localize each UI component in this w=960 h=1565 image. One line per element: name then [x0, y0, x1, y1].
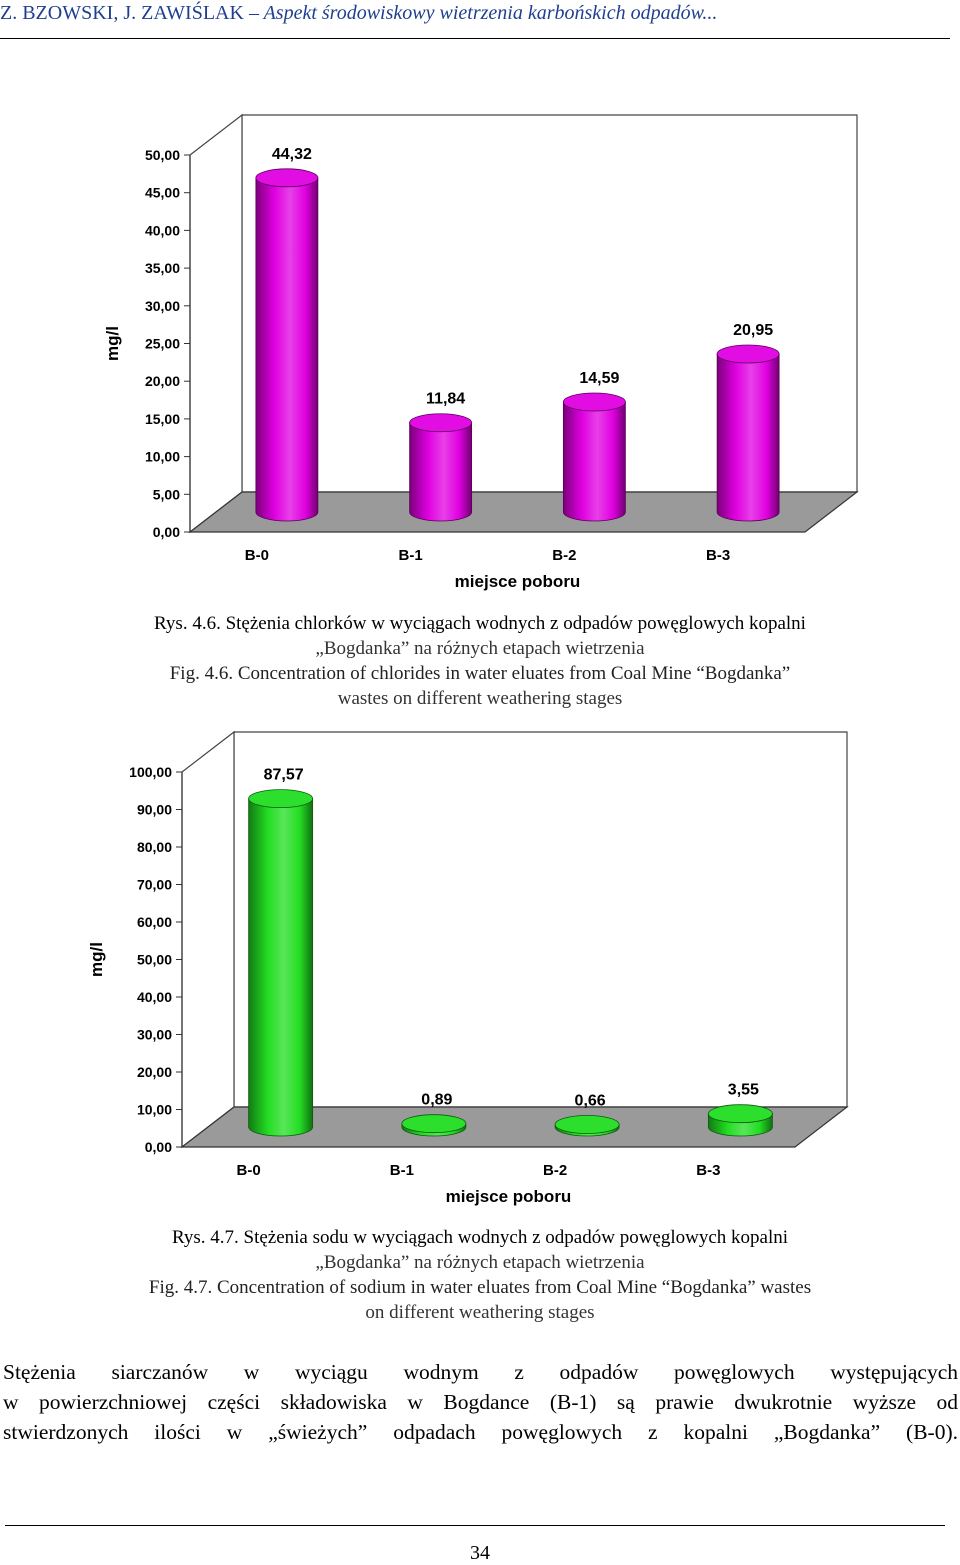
- running-header: [0, 2, 960, 25]
- data-label: 20,95: [733, 322, 774, 340]
- y-tick-label: 5,00: [152, 486, 180, 503]
- data-label: 87,57: [263, 766, 304, 784]
- chlorides-chart: [0, 100, 960, 600]
- y-axis-label: mg/l: [103, 326, 122, 361]
- sodium-chart-svg: [0, 720, 960, 1215]
- data-label: 11,84: [426, 390, 466, 408]
- y-tick-label: 40,00: [136, 989, 172, 1005]
- caption-en-line1: Fig. 4.6. Concentration of chlorides in water eluates from Coal Mine “Bogdanka”: [169, 663, 791, 684]
- y-tick-label: 80,00: [136, 839, 172, 855]
- plot-back-wall: [234, 732, 847, 1107]
- x-tick-label: B-0: [236, 1162, 261, 1179]
- bar-top: [717, 345, 779, 363]
- y-tick-label: 10,00: [144, 448, 180, 465]
- bar: [708, 1105, 772, 1136]
- y-tick-label: 70,00: [136, 876, 172, 893]
- caption-pl-line2: „Bogdanka” na różnych etapach wietrzenia: [315, 638, 645, 659]
- bar-top: [555, 1116, 619, 1134]
- bar-top: [249, 790, 313, 808]
- plot-side-wall: [190, 115, 242, 532]
- y-tick-label: 0,00: [144, 1139, 172, 1155]
- figure-4-7-caption: [0, 1225, 960, 1325]
- y-tick-label: 50,00: [136, 951, 172, 968]
- bar: [410, 414, 472, 521]
- x-axis-label: miejsce poboru: [454, 572, 581, 591]
- paragraph-line: Stężenia siarczanów w wyciągu wodnym z odpadów powęglowych występujących: [3, 1360, 958, 1384]
- bar: [717, 345, 779, 521]
- body-paragraph: [3, 1357, 958, 1447]
- bar: [555, 1116, 619, 1136]
- data-label: 44,32: [271, 145, 312, 163]
- y-tick-label: 10,00: [136, 1101, 172, 1118]
- caption-en-line2: wastes on different weathering stages: [337, 688, 623, 709]
- caption-en-line2: on different weathering stages: [365, 1302, 595, 1323]
- y-tick-label: 35,00: [144, 260, 180, 277]
- y-tick-label: 25,00: [144, 335, 180, 352]
- caption-pl-line1: Rys. 4.7. Stężenia sodu w wyciągach wodnych z odpadów powęglowych kopalni: [171, 1227, 789, 1248]
- bar-top: [256, 169, 318, 187]
- data-label: 0,66: [574, 1092, 606, 1110]
- data-label: 0,89: [421, 1091, 453, 1109]
- bar: [256, 169, 318, 521]
- bar-body: [410, 423, 472, 521]
- x-tick-label: B-1: [389, 1162, 414, 1179]
- chlorides-chart-svg: [0, 100, 960, 600]
- bar: [249, 790, 313, 1136]
- y-tick-label: 50,00: [144, 147, 180, 163]
- bar-top: [410, 414, 472, 432]
- y-tick-label: 100,00: [129, 764, 172, 780]
- paragraph-line: w powierzchniowej części składowiska w Bogdance (B-1) są prawie dwukrotnie wyższe od: [3, 1390, 958, 1414]
- bar-body: [563, 402, 625, 521]
- y-tick-label: 0,00: [152, 524, 180, 540]
- bar: [402, 1115, 466, 1136]
- y-tick-label: 20,00: [144, 373, 180, 390]
- x-tick-label: B-1: [398, 547, 423, 564]
- bar-top: [708, 1105, 772, 1123]
- header-title: – Aspekt środowiskowy wietrzenia karbońskich odpadów...: [248, 2, 718, 24]
- x-axis-label: miejsce poboru: [445, 1187, 572, 1206]
- y-tick-label: 40,00: [144, 222, 180, 239]
- sodium-chart: [0, 720, 960, 1215]
- caption-pl-line2: „Bogdanka” na różnych etapach wietrzenia: [315, 1252, 645, 1273]
- footer-rule: [5, 1525, 945, 1526]
- figure-4-6-caption: [0, 611, 960, 711]
- bar-body: [249, 799, 313, 1136]
- x-tick-label: B-2: [543, 1162, 568, 1179]
- bar-top: [402, 1115, 466, 1133]
- plot-side-wall: [182, 732, 234, 1147]
- x-tick-label: B-0: [244, 547, 269, 564]
- x-tick-label: B-3: [706, 547, 731, 564]
- header-authors: Z. BZOWSKI, J. ZAWIŚLAK: [0, 2, 244, 24]
- bar-body: [256, 178, 318, 521]
- data-label: 3,55: [727, 1081, 759, 1099]
- y-tick-label: 90,00: [136, 801, 172, 818]
- y-tick-label: 30,00: [144, 297, 180, 314]
- x-tick-label: B-3: [696, 1162, 721, 1179]
- y-tick-label: 15,00: [144, 410, 180, 427]
- y-tick-label: 30,00: [136, 1026, 172, 1043]
- y-axis-label: mg/l: [87, 942, 106, 977]
- paragraph-line: stwierdzonych ilości w „świeżych” odpadach powęglowych z kopalni „Bogdanka” (B-0).: [3, 1420, 958, 1444]
- caption-pl-line1: Rys. 4.6. Stężenia chlorków w wyciągach wodnych z odpadów powęglowych kopalni: [154, 613, 806, 634]
- data-label: 14,59: [579, 369, 620, 387]
- bar-body: [717, 354, 779, 521]
- y-tick-label: 45,00: [144, 184, 180, 201]
- x-tick-label: B-2: [552, 547, 577, 564]
- y-tick-label: 60,00: [136, 914, 172, 930]
- y-tick-label: 20,00: [136, 1064, 172, 1080]
- page-number: 34: [470, 1542, 490, 1564]
- bar: [563, 393, 625, 521]
- caption-en-line1: Fig. 4.7. Concentration of sodium in water eluates from Coal Mine “Bogdanka” wastes: [148, 1277, 812, 1298]
- bar-top: [563, 393, 625, 411]
- header-rule: [0, 38, 950, 39]
